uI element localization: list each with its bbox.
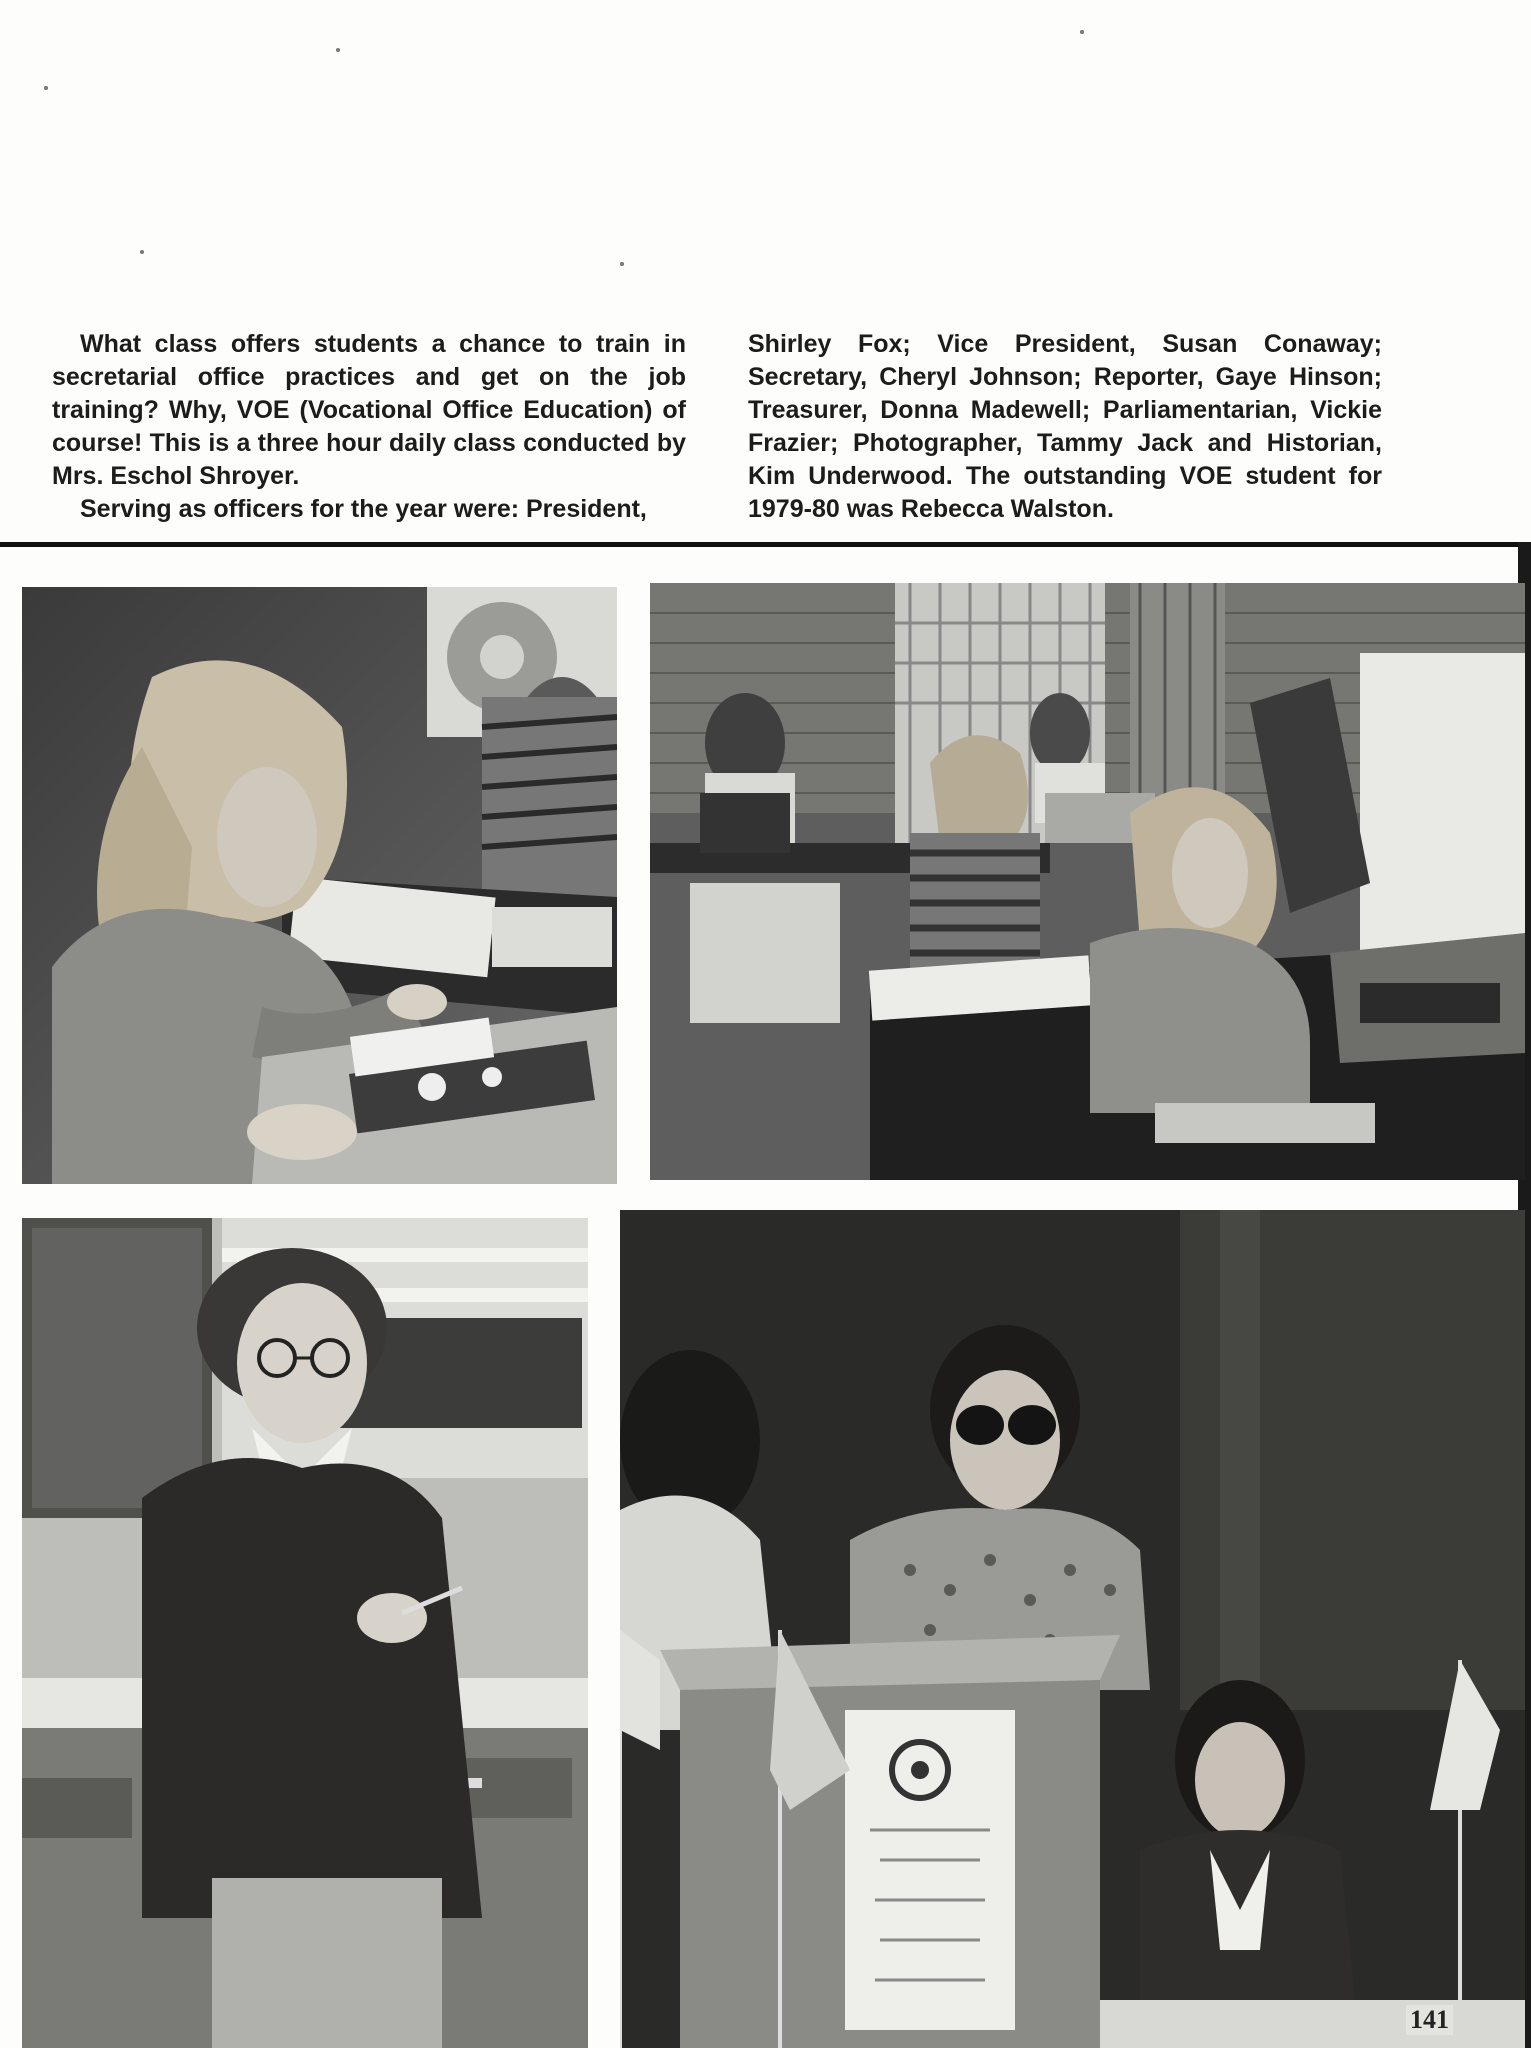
paper-speck <box>140 250 144 254</box>
paper-speck <box>620 262 624 266</box>
intro-paragraph-1: What class offers students a chance to train in secretarial office practices and get on the job training? Why, VOE (Vocational Office Education) of course! This is a three hour daily class conducted by Mrs. Eschol Shroyer. <box>52 330 686 490</box>
photo-classroom-typing <box>650 583 1525 1180</box>
intro-column-right <box>748 328 1382 526</box>
section-divider <box>0 542 1531 547</box>
paper-speck <box>44 86 48 90</box>
intro-paragraph-2: Serving as officers for the year were: President, <box>80 495 647 523</box>
photo-podium-ceremony <box>620 1210 1525 2048</box>
intro-column-left <box>52 328 686 526</box>
paper-speck <box>336 48 340 52</box>
intro-text <box>52 328 1382 526</box>
page-number: 141 <box>1406 2005 1453 2035</box>
intro-paragraph-3: Shirley Fox; Vice President, Susan Conaway; Secretary, Cheryl Johnson; Reporter, Gaye Hinson; Treasurer, Donna Madewell; Parliamentarian, Vickie Frazier; Photographer, Tammy Jack and Historian, Kim Underwood. The outstanding VOE student for 1979-80 was Rebecca Walston. <box>748 330 1382 523</box>
photo-student-typing <box>22 587 617 1184</box>
paper-speck <box>1080 30 1084 34</box>
photo-teacher <box>22 1218 588 2048</box>
